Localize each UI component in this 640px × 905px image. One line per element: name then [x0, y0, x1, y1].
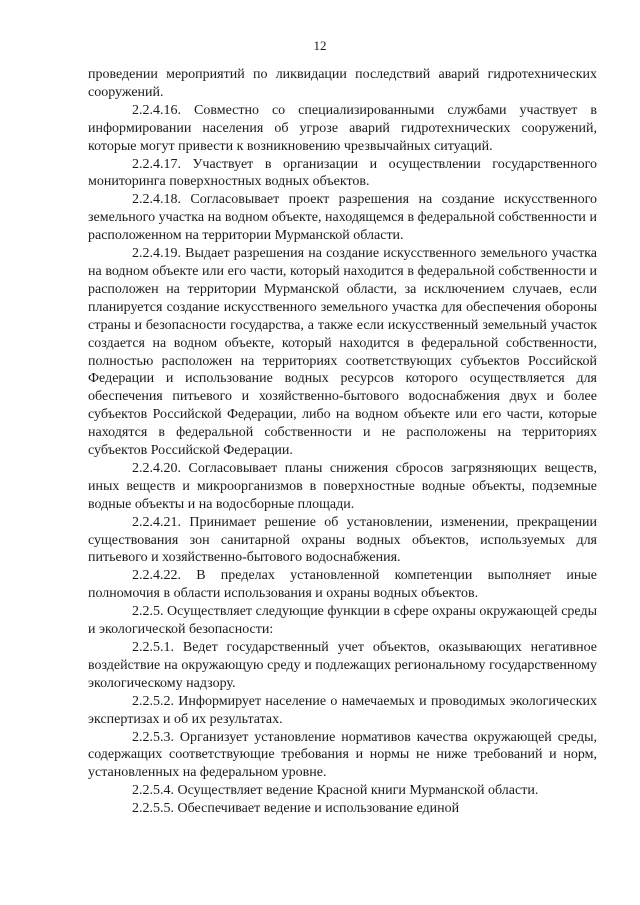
paragraph-2-2-5-2: 2.2.5.2. Информирует население о намечаемых и проводимых экологических экспертизах и об их результатах. — [88, 693, 597, 727]
paragraph-2-2-4-18: 2.2.4.18. Согласовывает проект разрешения на создание искусственного земельного участка на водном объекте, находящемся в федеральной собственности и расположенном на территории Мурманской области. — [88, 192, 597, 244]
paragraph-2-2-4-22: 2.2.4.22. В пределах установленной компетенции выполняет иные полномочия в области использования и охраны водных объектов. — [88, 568, 597, 602]
page-number: 12 — [313, 38, 327, 53]
paragraph-continuation: проведении мероприятий по ликвидации последствий аварий гидротехнических сооружений. — [88, 67, 597, 100]
paragraph-2-2-5-4: 2.2.5.4. Осуществляет ведение Красной книги Мурманской области. — [132, 783, 539, 799]
paragraph-2-2-4-16: 2.2.4.16. Совместно со специализированными службами участвует в информировании населения об угрозе аварий гидротехнических сооружений, которые могут привести к возникновению чрезвычайных ситуаций. — [88, 102, 597, 154]
paragraph-2-2-5-5: 2.2.5.5. Обеспечивает ведение и использование единой — [132, 801, 460, 817]
paragraph-2-2-5-3: 2.2.5.3. Организует установление нормативов качества окружающей среды, содержащих соответствующие требования и нормы не ниже требований и норм, установленных на федеральном уровне. — [88, 729, 597, 781]
paragraph-2-2-4-19: 2.2.4.19. Выдает разрешения на создание искусственного земельного участка на водном объекте или его части, который находится в федеральной собственности и расположен на территории Мурманской области, за исключением случаев, если планируется создание искусственного земельного участка для обеспечения обороны страны и безопасности государства, а также если искусственный земельный участок создается на водном объекте, который находится в федеральной собственности, полностью расположен на территориях соответствующих субъектов Российской Федерации и использование водных ресурсов которого осуществляется для обеспечения питьевого и хозяйственно-бытового водоснабжения двух и более субъектов Российской Федерации, либо на водном объекте или его части, которые находятся в федеральной собственности и не расположены на территориях субъектов Российской Федерации. — [88, 246, 597, 459]
paragraph-2-2-5-1: 2.2.5.1. Ведет государственный учет объектов, оказывающих негативное воздействие на окружающую среду и подлежащих региональному государственному экологическому надзору. — [88, 640, 597, 691]
paragraph-2-2-5: 2.2.5. Осуществляет следующие функции в сфере охраны окружающей среды и экологической безопасности: — [88, 604, 597, 638]
paragraph-2-2-4-21: 2.2.4.21. Принимает решение об установлении, изменении, прекращении существования зон санитарной охраны водных объектов, используемых для питьевого и хозяйственно-бытового водоснабжения. — [88, 514, 597, 566]
paragraph-2-2-4-17: 2.2.4.17. Участвует в организации и осуществлении государственного мониторинга поверхностных водных объектов. — [88, 156, 597, 190]
paragraph-2-2-4-20: 2.2.4.20. Согласовывает планы снижения сбросов загрязняющих веществ, иных веществ и микроорганизмов в поверхностные водные объекты, подземные водные объекты и на водосборные площади. — [88, 460, 597, 512]
document-body — [88, 66, 597, 818]
